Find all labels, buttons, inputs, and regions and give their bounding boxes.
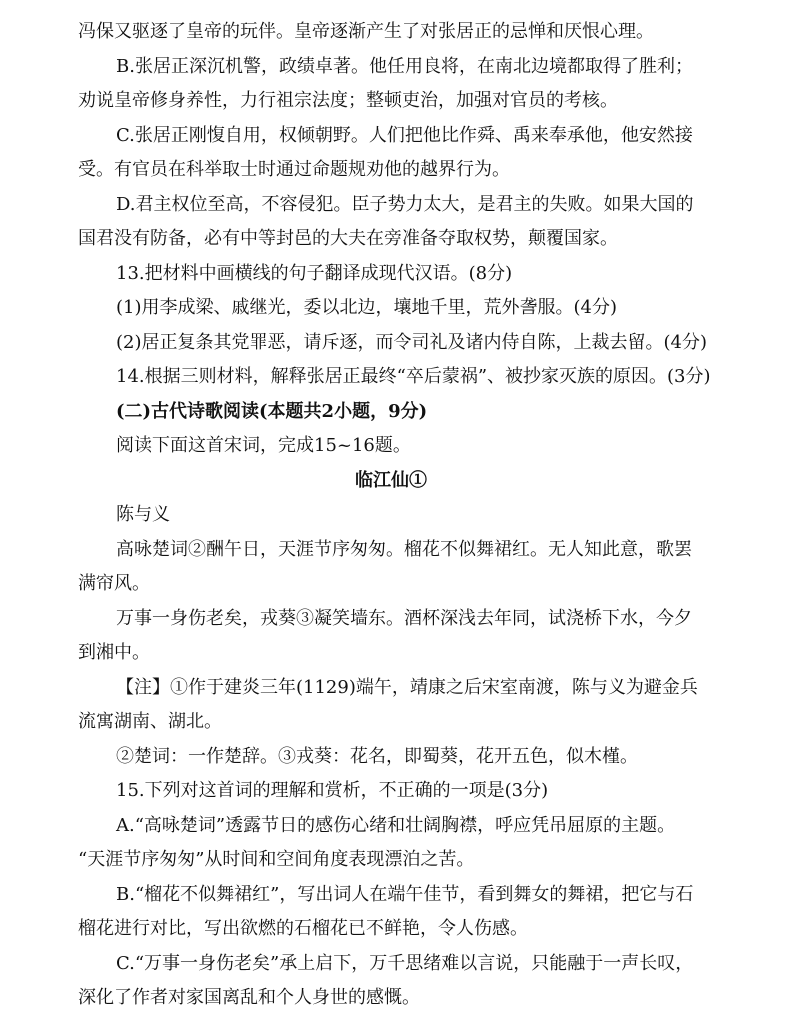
question-14: 14.根据三则材料，解释张居正最终“卒后蒙祸”、被抄家灭族的原因。(3分) [116, 366, 711, 387]
poem-stanza-1-line-2: 满帘风。 [78, 573, 150, 594]
note-line-1: 【注】①作于建炎三年(1129)端午，靖康之后宋室南渡，陈与义为避金兵 [116, 676, 698, 698]
text-line: 冯保又驱逐了皇帝的玩伴。皇帝逐渐产生了对张居正的忌惮和厌恨心理。 [78, 21, 654, 42]
q15-option-a-line-2: “天涯节序匆匆”从时间和空间角度表现漂泊之苦。 [78, 849, 475, 870]
poem-title: 临江仙① [355, 469, 427, 491]
option-c-line-2: 受。有官员在科举取士时通过命题规劝他的越界行为。 [78, 159, 510, 180]
poem-author: 陈与义 [116, 504, 170, 525]
option-b-line-2: 劝说皇帝修身养性，力行祖宗法度；整顿吏治，加强对官员的考核。 [78, 90, 618, 111]
question-13: 13.把材料中画横线的句子翻译成现代汉语。(8分) [116, 262, 513, 284]
poem-stanza-2-line-2: 到湘中。 [78, 642, 150, 663]
section-heading: (二)古代诗歌阅读(本题共2小题，9分) [116, 400, 428, 422]
option-d-line-2: 国君没有防备，必有中等封邑的大夫在旁准备夺取权势，颠覆国家。 [78, 228, 618, 249]
question-15: 15.下列对这首词的理解和赏析，不正确的一项是(3分) [116, 780, 549, 801]
section-instruction: 阅读下面这首宋词，完成15~16题。 [116, 435, 411, 456]
q15-option-a-line-1: A.“高咏楚词”透露节日的感伤心绪和壮阔胸襟，呼应凭吊屈原的主题。 [116, 814, 676, 836]
q15-option-c-line-2: 深化了作者对家国离乱和个人身世的感慨。 [78, 987, 420, 1008]
poem-stanza-2-line-1: 万事一身伤老矣，戎葵③凝笑墙东。酒杯深浅去年同，试浇桥下水，今夕 [116, 607, 692, 629]
question-13-item-1: (1)用李成梁、戚继光，委以北边，壤地千里，荒外詟服。(4分) [116, 297, 617, 318]
q15-option-c-line-1: C.“万事一身伤老矣”承上启下，万千思绪难以言说，只能融于一声长叹， [116, 952, 694, 974]
note-line-2: 流寓湖南、湖北。 [78, 711, 222, 732]
option-d-line-1: D.君主权位至高，不容侵犯。臣子势力太大，是君主的失败。如果大国的 [116, 193, 694, 215]
poem-stanza-1-line-1: 高咏楚词②酬午日，天涯节序匆匆。榴花不似舞裙红。无人知此意，歌罢 [116, 538, 692, 560]
question-13-item-2: (2)居正复条其党罪恶，请斥逐，而令司礼及诸内侍自陈，上裁去留。(4分) [116, 331, 707, 353]
q15-option-b-line-1: B.“榴花不似舞裙红”，写出词人在端午佳节，看到舞女的舞裙，把它与石 [116, 883, 694, 905]
option-c-line-1: C.张居正刚愎自用，权倾朝野。人们把他比作舜、禹来奉承他，他安然接 [116, 124, 693, 146]
q15-option-b-line-2: 榴花进行对比，写出欲燃的石榴花已不鲜艳，令人伤感。 [78, 918, 528, 939]
option-b-line-1: B.张居正深沉机警，政绩卓著。他任用良将，在南北边境都取得了胜利； [116, 55, 693, 77]
note-line-3: ②楚词：一作楚辞。③戎葵：花名，即蜀葵，花开五色，似木槿。 [116, 745, 638, 767]
